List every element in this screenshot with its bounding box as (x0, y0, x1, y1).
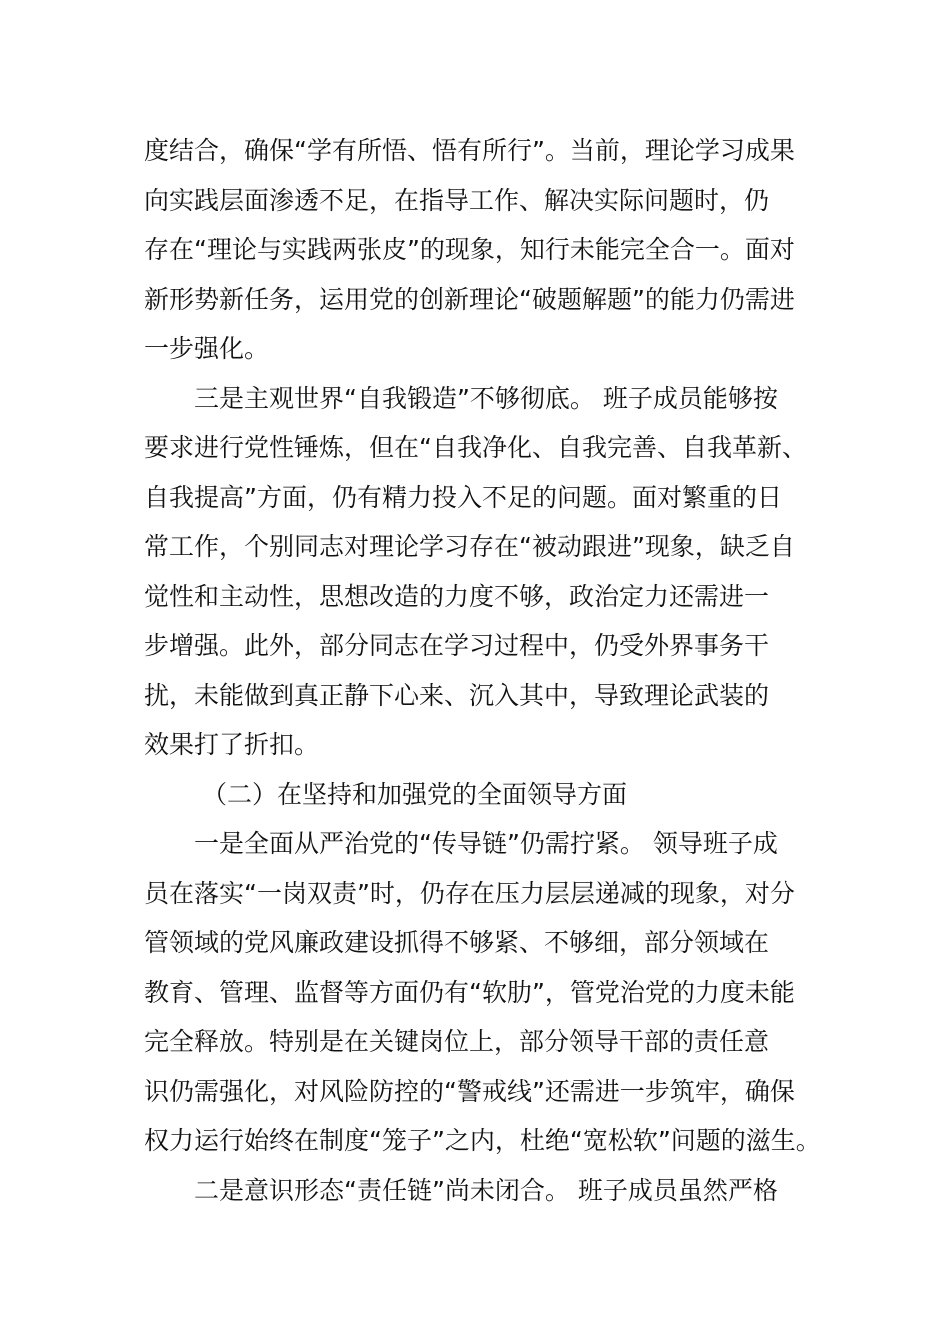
text-line-1: 度结合，确保“学有所悟、悟有所行”。当前，理论学习成果 (144, 136, 795, 165)
text-line-18: 教育、管理、监督等方面仍有“软肋”，管党治党的力度未能 (144, 977, 795, 1007)
document-body (144, 126, 824, 1215)
text-line-20: 识仍需强化，对风险防控的“警戒线”还需进一步筑牢，确保 (144, 1076, 795, 1106)
text-line-8: 自我提高”方面，仍有精力投入不足的问题。面对繁重的日 (144, 482, 782, 512)
text-line-12: 扰，未能做到真正静下心来、沉入其中，导致理论武装的 (144, 680, 770, 710)
text-line-13: 效果打了折扣。 (144, 730, 320, 759)
text-line-4: 新形势新任务，运用党的创新理论“破题解题”的能力仍需进 (144, 284, 795, 314)
paragraph-start-point-one: 一是全面从严治党的“传导链”仍需拧紧。 领导班子成 (194, 829, 778, 858)
text-line-11: 步增强。此外，部分同志在学习过程中，仍受外界事务干 (144, 631, 770, 660)
text-line-7: 要求进行党性锤炼，但在“自我净化、自我完善、自我革新、 (144, 433, 807, 462)
paragraph-start-point-two: 二是意识形态“责任链”尚未闭合。 班子成员虽然严格 (194, 1175, 778, 1205)
section-heading-two: （二）在坚持和加强党的全面领导方面 (202, 779, 628, 809)
text-line-5: 一步强化。 (144, 334, 270, 363)
text-line-3: 存在“理论与实践两张皮”的现象，知行未能完全合一。面对 (144, 235, 795, 264)
text-line-19: 完全释放。特别是在关键岗位上，部分领导干部的责任意 (144, 1027, 770, 1056)
text-line-16: 员在落实“一岗双责”时，仍存在压力层层递减的现象，对分 (144, 878, 795, 908)
text-line-10: 觉性和主动性，思想改造的力度不够，政治定力还需进一 (144, 581, 770, 611)
text-line-2: 向实践层面渗透不足，在指导工作、解决实际问题时，仍 (144, 185, 770, 215)
text-line-21: 权力运行始终在制度“笼子”之内，杜绝“宽松软”问题的滋生。 (144, 1126, 821, 1155)
text-line-9: 常工作，个别同志对理论学习存在“被动跟进”现象，缺乏自 (144, 532, 795, 561)
text-line-17: 管领域的党风廉政建设抓得不够紧、不够细，部分领域在 (144, 928, 770, 957)
paragraph-start-point-three: 三是主观世界“自我锻造”不够彻底。 班子成员能够按 (194, 383, 778, 413)
